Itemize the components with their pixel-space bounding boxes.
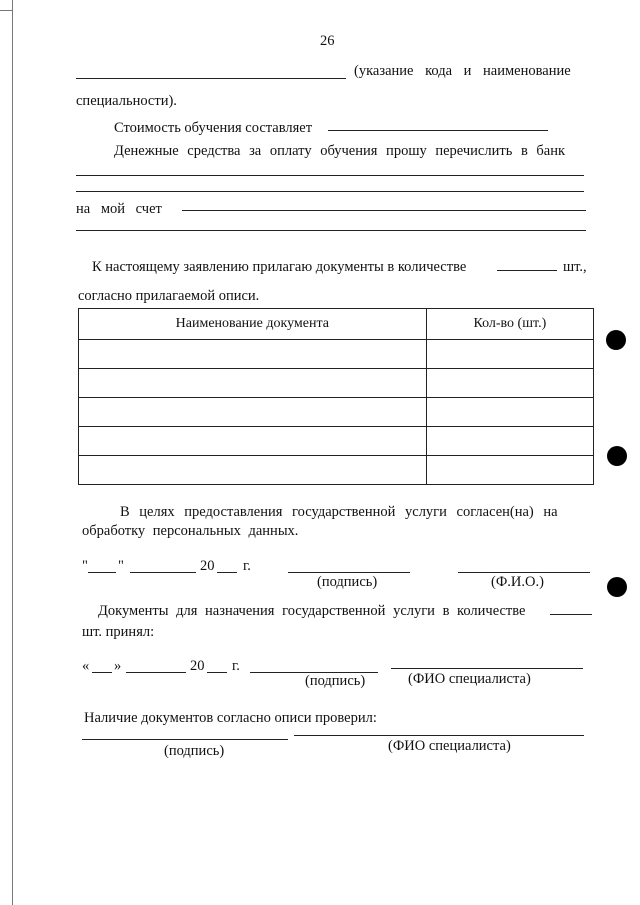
bank-transfer-text: Денежные средства за оплату обучения прошу перечислить в банк: [114, 143, 566, 159]
verified-text: Наличие документов согласно описи проверил:: [84, 710, 377, 726]
specialist-year-blank[interactable]: [207, 672, 227, 673]
table-row: [79, 369, 594, 398]
applicant-date-quote-open: ": [82, 558, 88, 574]
specialist-name-caption: (ФИО специалиста): [408, 671, 531, 687]
bank-blank-2[interactable]: [76, 191, 584, 192]
document-name-cell[interactable]: [79, 340, 427, 369]
attachment-line2: согласно прилагаемой описи.: [78, 288, 260, 304]
quantity-cell[interactable]: [426, 369, 593, 398]
account-blank-2[interactable]: [76, 230, 586, 231]
header-document-name: Наименование документа: [79, 309, 427, 340]
account-prefix: на мой счет: [76, 201, 162, 217]
attachment-unit: шт.,: [563, 259, 587, 275]
quantity-cell[interactable]: [426, 398, 593, 427]
quantity-cell[interactable]: [426, 456, 593, 485]
applicant-signature-caption: (подпись): [317, 574, 378, 590]
applicant-year-suffix: г.: [243, 558, 251, 574]
attachment-count-blank[interactable]: [497, 270, 557, 271]
account-blank[interactable]: [182, 210, 586, 211]
document-name-cell[interactable]: [79, 369, 427, 398]
scan-top-edge: [0, 10, 12, 11]
specialist-year-prefix: 20: [190, 658, 205, 674]
document-name-cell[interactable]: [79, 456, 427, 485]
applicant-year-prefix: 20: [200, 558, 215, 574]
specialist-signature-caption: (подпись): [305, 673, 366, 689]
applicant-month-blank[interactable]: [130, 572, 196, 573]
applicant-name-blank[interactable]: [458, 572, 590, 573]
specialist-day-blank[interactable]: [92, 672, 112, 673]
accepted-text: Документы для назначения государственной услуги в количестве: [98, 603, 526, 619]
header-quantity: Кол-во (шт.): [426, 309, 593, 340]
quantity-cell[interactable]: [426, 427, 593, 456]
cost-label: Стоимость обучения составляет: [114, 120, 313, 136]
scan-left-edge: [12, 0, 13, 905]
specialty-hint: (указание кода и наименование: [354, 63, 571, 79]
applicant-day-blank[interactable]: [88, 572, 116, 573]
verified-name-caption: (ФИО специалиста): [388, 738, 511, 754]
applicant-year-blank[interactable]: [217, 572, 237, 573]
bank-blank-1[interactable]: [76, 175, 584, 176]
document-name-cell[interactable]: [79, 427, 427, 456]
applicant-date-quote-close: ": [118, 558, 124, 574]
table-row: [79, 456, 594, 485]
specialty-blank[interactable]: [76, 78, 346, 79]
specialist-month-blank[interactable]: [126, 672, 186, 673]
binder-hole-3: [607, 577, 627, 597]
specialist-year-suffix: г.: [232, 658, 240, 674]
specialist-name-blank[interactable]: [391, 668, 583, 669]
consent-line2: обработку персональных данных.: [82, 523, 299, 539]
table-row: [79, 340, 594, 369]
document-name-cell[interactable]: [79, 398, 427, 427]
attachment-text: К настоящему заявлению прилагаю документы в количестве: [92, 259, 467, 275]
applicant-signature-blank[interactable]: [288, 572, 410, 573]
accepted-count-blank[interactable]: [550, 614, 592, 615]
page-number: 26: [320, 33, 335, 49]
consent-line1: В целях предоставления государственной услуги согласен(на) на: [120, 504, 558, 520]
table-header-row: [79, 309, 594, 340]
quantity-cell[interactable]: [426, 340, 593, 369]
table-row: [79, 427, 594, 456]
applicant-name-caption: (Ф.И.О.): [491, 574, 544, 590]
verified-name-blank[interactable]: [294, 735, 584, 736]
verified-signature-caption: (подпись): [164, 743, 225, 759]
binder-hole-1: [606, 330, 626, 350]
specialist-date-quote-open: «: [82, 658, 90, 674]
specialist-date-quote-close: »: [114, 658, 122, 674]
accepted-line2: шт. принял:: [82, 624, 155, 640]
specialty-continuation: специальности).: [76, 93, 177, 109]
documents-table: [78, 308, 594, 485]
verified-signature-blank[interactable]: [82, 739, 288, 740]
table-row: [79, 398, 594, 427]
binder-hole-2: [607, 446, 627, 466]
cost-blank[interactable]: [328, 130, 548, 131]
